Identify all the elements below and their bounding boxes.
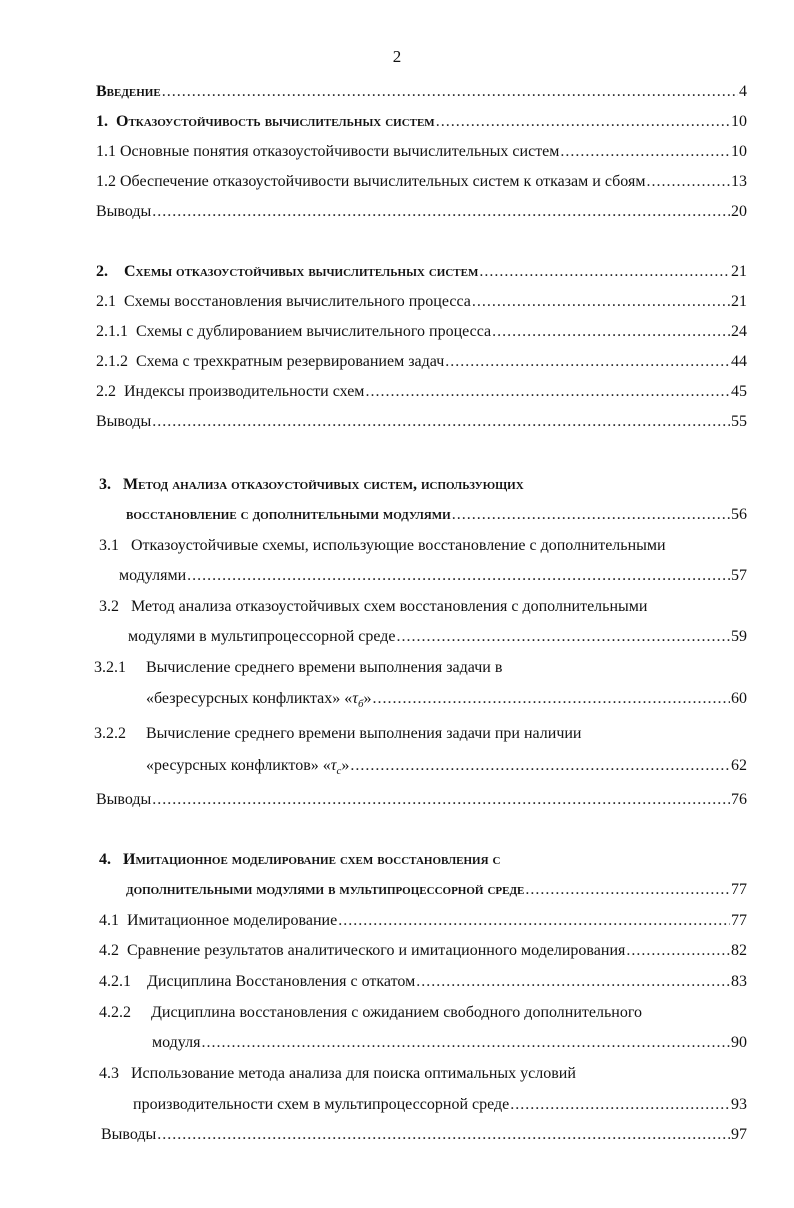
toc-entry-page: 10: [731, 143, 747, 160]
toc-section-number: 4.2.1: [99, 973, 131, 990]
toc-section-title-line1: Использование метода анализа для поиска оптимальных условий: [131, 1065, 576, 1082]
toc-section-number: 1.1: [96, 143, 116, 160]
toc-section-title-line1: Отказоустойчивые схемы, использующие восстановление с дополнительными: [131, 537, 666, 554]
toc-section-2-1-1[interactable]: [96, 322, 747, 342]
toc-conclusions-3[interactable]: [96, 790, 747, 810]
toc-section-title: Схемы восстановления вычислительного процесса: [124, 293, 471, 310]
tau-symbol: $\tau_б$: [352, 690, 364, 711]
toc-section-title-line2: производительности схем в мультипроцессорной среде: [133, 1096, 510, 1113]
toc-section-4-3-heading[interactable]: [99, 1064, 576, 1084]
toc-leader-dots: [560, 142, 730, 162]
toc-leader-dots: [445, 352, 730, 372]
toc-entry-page: 76: [731, 791, 747, 808]
toc-leader-dots: [157, 1125, 730, 1145]
toc-entry-page: 97: [731, 1126, 747, 1143]
toc-entry-page: 59: [731, 628, 747, 645]
toc-section-title-line2: «безресурсных конфликтах» «: [146, 690, 353, 707]
toc-leader-dots: [152, 790, 730, 810]
toc-leader-dots: [397, 627, 730, 647]
toc-conclusions-2[interactable]: [96, 412, 747, 432]
toc-section-title-line2: модулями: [119, 567, 187, 584]
toc-entry-intro[interactable]: [96, 82, 747, 102]
toc-chapter-3-heading[interactable]: [99, 475, 524, 495]
toc-section-4-2-2[interactable]: [152, 1033, 747, 1053]
toc-entry-page: 45: [731, 383, 747, 400]
toc-section-number: 3.1: [99, 537, 119, 554]
toc-section-number: 3.2.2: [94, 725, 126, 742]
toc-entry-page: 20: [731, 203, 747, 220]
toc-leader-dots: [152, 412, 730, 432]
toc-chapter-number: 1.: [96, 113, 108, 130]
toc-section-number: 2.1.2: [96, 353, 128, 370]
toc-entry-label: Выводы: [96, 413, 152, 430]
tau-symbol: $\tau_c$: [330, 757, 342, 778]
toc-section-number: 2.1: [96, 293, 116, 310]
toc-section-3-2-1[interactable]: «безресурсных конфликтах» «$\tau_б$» ..... 60: [146, 689, 747, 709]
toc-chapter-4[interactable]: [126, 880, 747, 900]
toc-section-3-2[interactable]: [128, 627, 747, 647]
toc-section-3-2-2[interactable]: «ресурсных конфликтов» «$\tau_c$» ..... 62: [146, 756, 747, 776]
toc-leader-dots: [365, 382, 730, 402]
toc-section-number: 4.2: [99, 942, 119, 959]
toc-leader-dots: [626, 941, 730, 961]
toc-section-number: 1.2: [96, 173, 116, 190]
toc-section-4-2-1[interactable]: [99, 972, 747, 992]
toc-entry-label: Выводы: [96, 791, 152, 808]
toc-chapter-title-line2: восстановление с дополнительными модулями: [126, 506, 451, 523]
toc-chapter-number: 4.: [99, 851, 111, 868]
toc-section-title-line1: Дисциплина восстановления с ожиданием свободного дополнительного: [151, 1004, 642, 1021]
toc-entry-page: 24: [731, 323, 747, 340]
toc-entry-label: Введение: [96, 83, 161, 100]
toc-chapter-number: 3.: [99, 476, 111, 493]
toc-entry-page: 90: [731, 1034, 747, 1051]
toc-chapter-4-heading[interactable]: [99, 850, 500, 870]
toc-section-title: Схема с трехкратным резервированием задач: [136, 353, 445, 370]
toc-entry-page: 77: [731, 912, 747, 929]
toc-entry-page: 55: [731, 413, 747, 430]
toc-entry-page: 77: [731, 881, 747, 898]
toc-section-3-1[interactable]: [119, 566, 747, 586]
toc-section-title: Обеспечение отказоустойчивости вычислительных систем к отказам и сбоям: [120, 173, 646, 190]
toc-section-4-2[interactable]: [99, 941, 747, 961]
toc-section-3-2-heading[interactable]: [99, 597, 647, 617]
toc-chapter-3[interactable]: [126, 505, 747, 525]
toc-chapter-title-line1: Метод анализа отказоустойчивых систем, использующих: [123, 476, 524, 493]
toc-section-title-line2: модуля: [152, 1034, 201, 1051]
toc-section-title: Основные понятия отказоустойчивости вычислительных систем: [120, 143, 560, 160]
toc-section-number: 4.3: [99, 1065, 119, 1082]
toc-leader-dots: [187, 566, 730, 586]
toc-entry-page: 4: [739, 83, 747, 100]
toc-entry-page: 21: [731, 293, 747, 310]
toc-entry-page: 82: [731, 942, 747, 959]
toc-entry-page: 83: [731, 973, 747, 990]
toc-leader-dots: [646, 172, 730, 192]
toc-leader-dots: [510, 1095, 730, 1115]
toc-leader-dots: [152, 202, 730, 222]
toc-section-title: Дисциплина Восстановления с откатом: [147, 973, 416, 990]
toc-leader-dots: [373, 689, 730, 709]
toc-leader-dots: [436, 112, 730, 132]
toc-section-4-3[interactable]: [133, 1095, 747, 1115]
toc-conclusions-1[interactable]: [96, 202, 747, 222]
toc-chapter-number: 2.: [96, 263, 108, 280]
toc-section-title: Схемы с дублированием вычислительного процесса: [136, 323, 492, 340]
toc-chapter-1[interactable]: [96, 112, 747, 132]
toc-section-title: Индексы производительности схем: [124, 383, 365, 400]
toc-entry-page: 57: [731, 567, 747, 584]
toc-leader-dots: [416, 972, 730, 992]
toc-section-title-line1: Вычисление среднего времени выполнения задачи в: [146, 659, 503, 676]
toc-entry-page: 44: [731, 353, 747, 370]
toc-section-2-2[interactable]: [96, 382, 747, 402]
toc-section-3-2-2-heading[interactable]: [94, 724, 581, 744]
toc-section-3-1-heading[interactable]: [99, 536, 666, 556]
toc-entry-page: 10: [731, 113, 747, 130]
toc-section-title-line1: Метод анализа отказоустойчивых схем восстановления с дополнительными: [131, 598, 648, 615]
toc-chapter-title: Схемы отказоустойчивых вычислительных систем: [124, 263, 479, 280]
toc-section-title-line1: Вычисление среднего времени выполнения задачи при наличии: [146, 725, 582, 742]
toc-entry-page: 56: [731, 506, 747, 523]
toc-section-number: 3.2.1: [94, 659, 126, 676]
toc-conclusions-4[interactable]: [101, 1125, 747, 1145]
toc-chapter-title-line1: Имитационное моделирование схем восстановления с: [123, 851, 501, 868]
toc-entry-page: 21: [731, 263, 747, 280]
toc-section-2-1[interactable]: [96, 292, 747, 312]
toc-entry-page: 62: [731, 757, 747, 774]
toc-section-title-line2: модулями в мультипроцессорной среде: [128, 628, 396, 645]
toc-section-2-1-2[interactable]: [96, 352, 747, 372]
toc-section-title: Имитационное моделирование: [127, 912, 338, 929]
toc-leader-dots: [452, 505, 730, 525]
toc-leader-dots: [162, 82, 738, 102]
toc-section-number: 2.2: [96, 383, 116, 400]
toc-leader-dots: [350, 756, 730, 776]
toc-section-3-2-1-heading[interactable]: [94, 658, 502, 678]
toc-section-number: 4.2.2: [99, 1004, 131, 1021]
toc-section-number: 2.1.1: [96, 323, 128, 340]
toc-section-1-2[interactable]: [96, 172, 747, 192]
toc-section-number: 3.2: [99, 598, 119, 615]
toc-leader-dots: [472, 292, 730, 312]
toc-entry-label: Выводы: [96, 203, 152, 220]
toc-chapter-title-line2: дополнительными модулями в мультипроцессорной среде: [126, 881, 525, 898]
toc-chapter-2[interactable]: [96, 262, 747, 282]
toc-entry-label: Выводы: [101, 1126, 157, 1143]
toc-entry-page: 93: [731, 1096, 747, 1113]
toc-section-1-1[interactable]: [96, 142, 747, 162]
toc-entry-page: 60: [731, 690, 747, 707]
toc-chapter-title: Отказоустойчивость вычислительных систем: [116, 113, 435, 130]
page-number: 2: [392, 47, 402, 66]
toc-section-4-2-2-heading[interactable]: [99, 1003, 642, 1023]
toc-section-4-1[interactable]: [99, 911, 747, 931]
toc-leader-dots: [492, 322, 730, 342]
toc-section-title-line2: «ресурсных конфликтов» «: [146, 757, 331, 774]
toc-entry-page: 13: [731, 173, 747, 190]
toc-leader-dots: [338, 911, 730, 931]
toc-leader-dots: [525, 880, 730, 900]
toc-section-title: Сравнение результатов аналитического и имитационного моделирования: [127, 942, 626, 959]
toc-section-number: 4.1: [99, 912, 119, 929]
toc-leader-dots: [201, 1033, 730, 1053]
toc-leader-dots: [479, 262, 730, 282]
